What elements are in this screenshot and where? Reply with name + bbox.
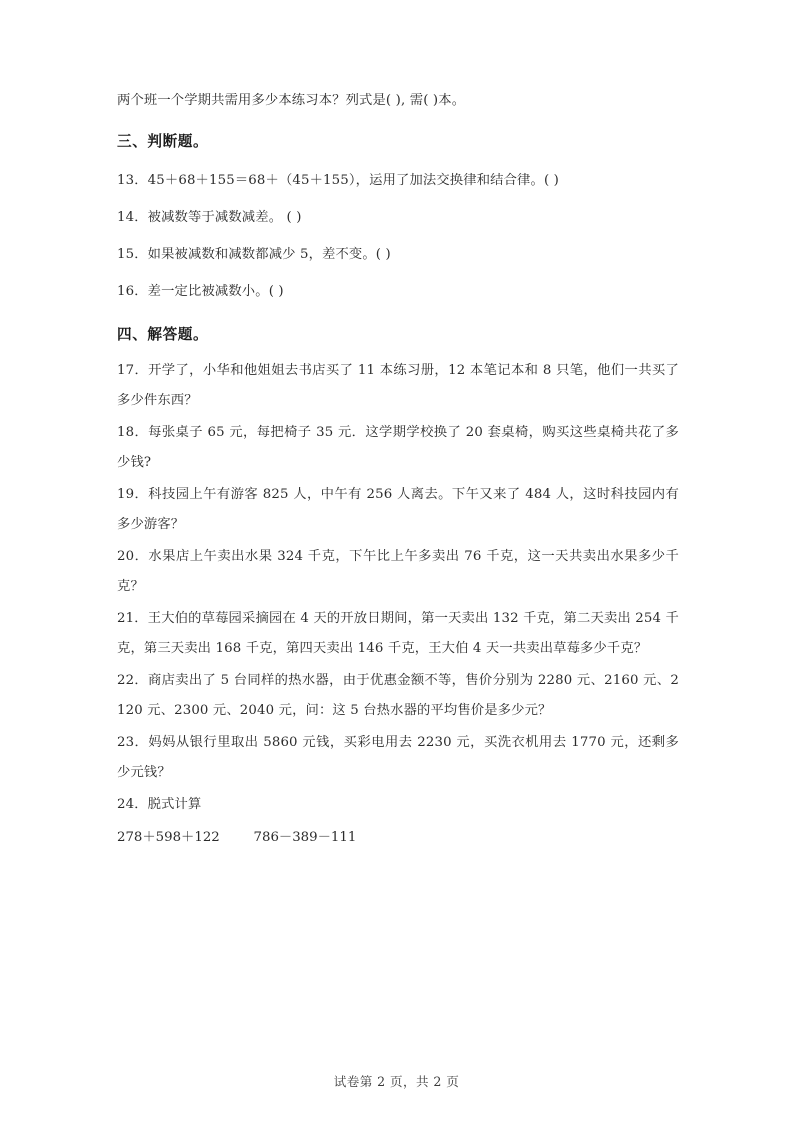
question-19: 19．科技园上午有游客 825 人，中午有 256 人离去。下午又来了 484 人，这时科技园内有多少游客？ bbox=[117, 487, 679, 532]
question-22: 22．商店卖出了 5 台同样的热水器，由于优惠金额不等，售价分别为 2280 元、2160 元、2120 元、2300 元、2040 元，问：这 5 台热水器的平均售价是多少元？ bbox=[117, 673, 679, 718]
question-24: 24．脱式计算 bbox=[117, 797, 202, 812]
question-18: 18．每张桌子 65 元，每把椅子 35 元．这学期学校换了 20 套桌椅，购买这些桌椅共花了多少钱? bbox=[117, 425, 679, 470]
question-20: 20．水果店上午卖出水果 324 千克，下午比上午多卖出 76 千克，这一天共卖出水果多少千克？ bbox=[117, 549, 679, 594]
question-24-expressions: 278＋598＋122 786－389－111 bbox=[117, 830, 357, 845]
continuation-line: 两个班一个学期共需用多少本练习本？列式是( ), 需( )本。 bbox=[117, 93, 466, 108]
section-heading-judgement: 三、判断题。 bbox=[117, 133, 209, 150]
exam-content bbox=[117, 86, 679, 853]
question-16: 16．差一定比被减数小。( ) bbox=[117, 284, 284, 299]
question-21: 21．王大伯的草莓园采摘园在 4 天的开放日期间，第一天卖出 132 千克，第二天卖出 254 千克，第三天卖出 168 千克，第四天卖出 146 千克，王大伯 4 天一共卖出草莓多少千克？ bbox=[117, 611, 679, 656]
question-13: 13．45＋68＋155＝68＋（45＋155），运用了加法交换律和结合律。( ) bbox=[117, 173, 559, 188]
question-15: 15．如果被减数和减数都减少 5，差不变。( ) bbox=[117, 247, 391, 262]
page-footer: 试卷第 2 页，共 2 页 bbox=[333, 1074, 460, 1089]
question-14: 14．被减数等于减数减差。 ( ) bbox=[117, 210, 302, 225]
section-heading-answer: 四、解答题。 bbox=[117, 326, 209, 343]
question-23: 23．妈妈从银行里取出 5860 元钱，买彩电用去 2230 元，买洗衣机用去 1770 元，还剩多少元钱？ bbox=[117, 735, 679, 780]
question-17: 17．开学了，小华和他姐姐去书店买了 11 本练习册，12 本笔记本和 8 只笔，他们一共买了多少件东西？ bbox=[117, 363, 679, 408]
